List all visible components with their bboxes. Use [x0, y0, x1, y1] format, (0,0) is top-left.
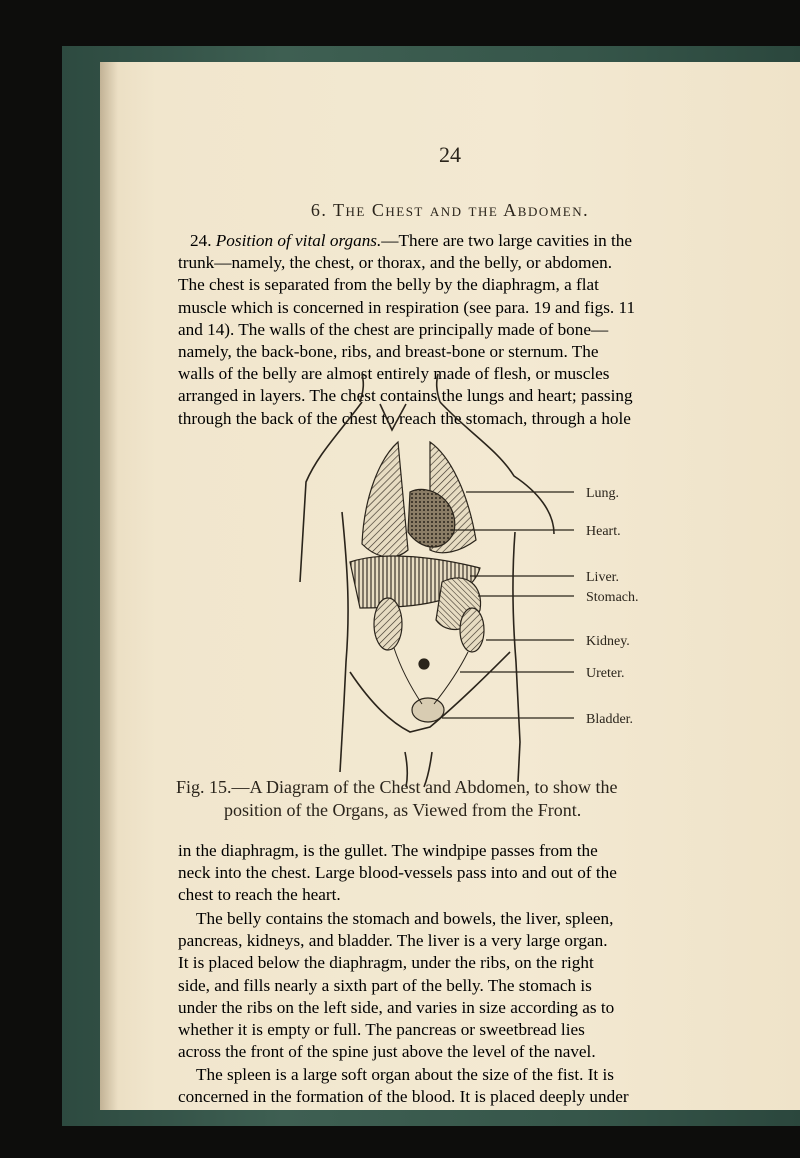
para3-line-3: It is placed below the diaphragm, under the ribs, on the right [178, 953, 594, 973]
paragraph-spleen [178, 1064, 698, 1108]
caption-line-1: Fig. 15.—A Diagram of the Chest and Abdomen, to show the [176, 777, 618, 797]
para3-line-4: side, and fills nearly a sixth part of the belly. The stomach is [178, 975, 592, 995]
para3-line-7: across the front of the spine just above the level of the navel. [178, 1042, 596, 1062]
para1-line-9: through the back of the chest to reach the stomach, through a hole [178, 408, 631, 428]
chest-abdomen-diagram [290, 372, 690, 792]
paragraph-belly [178, 908, 698, 1063]
para1-line-4: muscle which is concerned in respiration (see para. 19 and figs. 11 [178, 297, 636, 317]
para2-line-2: neck into the chest. Large blood-vessels pass into and out of the [178, 863, 617, 883]
para1-line-8: arranged in layers. The chest contains the lungs and heart; passing [178, 386, 633, 406]
figure-caption [176, 776, 696, 822]
para1-line-3: The chest is separated from the belly by the diaphragm, a flat [178, 275, 599, 295]
para3-line-1: The belly contains the stomach and bowels, the liver, spleen, [196, 909, 614, 928]
para3-line-6: whether it is empty or full. The pancreas or sweetbread lies [178, 1020, 585, 1040]
para4-line-2: concerned in the formation of the blood. It is placed deeply under [178, 1087, 629, 1107]
label-lung: Lung. [586, 486, 620, 501]
label-bladder: Bladder. [586, 712, 634, 727]
section-heading: 6. The Chest and the Abdomen. [310, 200, 590, 220]
label-liver: Liver. [586, 570, 620, 585]
para1-line-5: and 14). The walls of the chest are principally made of bone— [178, 319, 609, 339]
caption-line-2: position of the Organs, as Viewed from the Front. [224, 800, 582, 820]
label-heart: Heart. [586, 524, 621, 539]
page-number: 24 [439, 142, 461, 167]
para2-line-1: in the diaphragm, is the gullet. The windpipe passes from the [178, 841, 598, 860]
para1-line-1: 24. Position of vital organs.—There are two large cavities in the [190, 231, 633, 250]
para3-line-2: pancreas, kidneys, and bladder. The liver is a very large organ. [178, 931, 608, 951]
label-kidney: Kidney. [586, 634, 630, 649]
paragraph-gullet [178, 840, 698, 907]
label-ureter: Ureter. [586, 666, 625, 681]
label-stomach: Stomach. [586, 590, 639, 605]
para2-line-3: chest to reach the heart. [178, 885, 341, 905]
para1-line-7: walls of the belly are almost entirely made of flesh, or muscles [178, 364, 610, 384]
para4-line-1: The spleen is a large soft organ about the size of the fist. It is [196, 1065, 614, 1084]
para3-line-5: under the ribs on the left side, and varies in size according as to [178, 997, 615, 1017]
para1-line-2: trunk—namely, the chest, or thorax, and the belly, or abdomen. [178, 253, 613, 273]
para1-line-6: namely, the back-bone, ribs, and breast-bone or sternum. The [178, 342, 599, 362]
